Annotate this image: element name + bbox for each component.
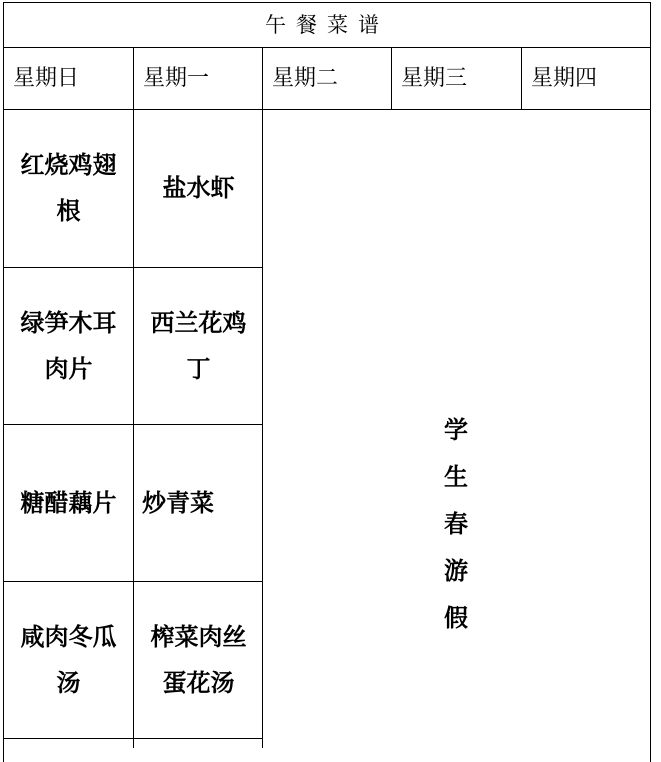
header-thursday: 星期四: [531, 66, 598, 91]
sunday-dish-1-text: 红烧鸡翅根: [20, 150, 117, 225]
monday-dish-4: [134, 582, 263, 738]
monday-dish-1: [134, 110, 263, 266]
monday-dish-3-text: 炒青菜: [142, 488, 214, 517]
monday-dish-2: [134, 268, 263, 424]
monday-dish-3: [134, 425, 263, 581]
holiday-char-5: 假: [444, 603, 468, 632]
header-wednesday: 星期三: [401, 66, 468, 91]
sunday-dish-3: [4, 425, 133, 581]
spring-outing-holiday-note: [430, 406, 482, 641]
monday-dish-4-text: 榨菜肉丝蛋花汤: [150, 622, 247, 697]
holiday-char-1: 学: [444, 415, 468, 444]
sunday-dish-4: [4, 582, 133, 738]
sunday-dish-2-text: 绿笋木耳肉片: [20, 308, 117, 383]
sunday-dish-2: [4, 268, 133, 424]
header-tuesday: 星期二: [272, 66, 339, 91]
sunday-dish-4-text: 咸肉冬瓜汤: [20, 622, 117, 697]
monday-dish-2-text: 西兰花鸡丁: [150, 308, 247, 383]
monday-dish-1-text: 盐水虾: [162, 173, 235, 202]
page-title: 午餐菜谱: [265, 13, 389, 37]
header-sunday: 星期日: [13, 66, 80, 91]
holiday-char-4: 游: [444, 556, 468, 585]
holiday-char-3: 春: [444, 509, 468, 538]
holiday-char-2: 生: [444, 462, 468, 491]
sunday-dish-3-text: 糖醋藕片: [20, 488, 117, 517]
header-monday: 星期一: [143, 66, 210, 91]
sunday-dish-1: [4, 110, 133, 266]
